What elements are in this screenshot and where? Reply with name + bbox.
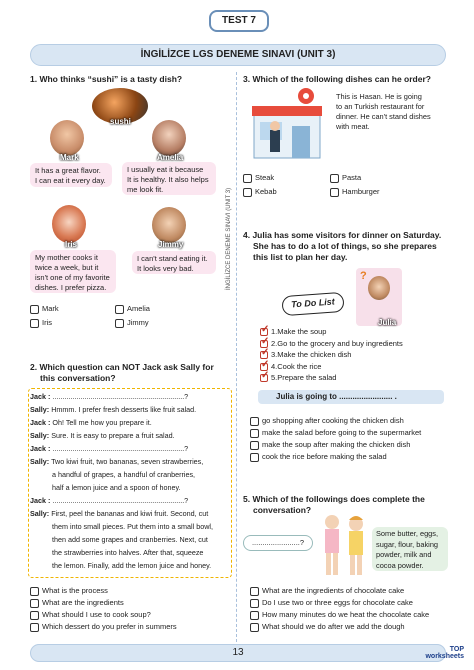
q2-question-line1: 2. Which question can NOT Jack ask Sally for xyxy=(30,362,214,372)
dialogue-text: a handful of grapes, a handful of cranberries, xyxy=(52,470,196,479)
dialogue-line xyxy=(30,468,230,481)
amelia-bubble: I usually eat it because It is healthy. It also helps me look fit. xyxy=(122,162,216,195)
q1-option-mark[interactable]: Mark xyxy=(30,304,59,314)
mark-bubble: It has a great flavor. I can eat it every day. xyxy=(30,163,112,187)
checkbox[interactable] xyxy=(250,417,259,426)
checkbox[interactable] xyxy=(30,611,39,620)
todo-item: ✓2.Go to the grocery and buy ingredients xyxy=(260,338,403,350)
dialogue-line xyxy=(30,416,230,429)
speaker-label: Sally: xyxy=(30,509,50,518)
q2-option-c[interactable]: What should I use to cook soup? xyxy=(30,610,151,620)
dialogue-text: ..................................................................? xyxy=(52,444,189,453)
checkbox[interactable] xyxy=(30,587,39,596)
dialogue-line xyxy=(30,507,230,520)
checkbox[interactable] xyxy=(250,611,259,620)
dialogue-line xyxy=(30,481,230,494)
iris-name: Iris xyxy=(65,240,78,249)
checkbox[interactable] xyxy=(115,319,124,328)
dialogue-line xyxy=(30,533,230,546)
jimmy-bubble: I can't stand eating it. It looks very bad. xyxy=(132,251,216,274)
q5-option-d[interactable]: What should we do after we add the dough xyxy=(250,622,405,632)
checkbox[interactable] xyxy=(250,587,259,596)
dialogue-text: the strawberries into halves. After that, squeeze xyxy=(52,548,204,557)
amelia-name: Amelia xyxy=(157,153,184,162)
checkbox[interactable] xyxy=(250,623,259,632)
q4-question-line2: She has to do a lot of things, so she prepares xyxy=(253,241,437,251)
julia-name: Julia xyxy=(378,318,397,327)
q2-question-line2: this conversation? xyxy=(40,373,116,383)
q1-option-iris[interactable]: Iris xyxy=(30,318,52,328)
dialogue-line xyxy=(30,429,230,442)
q3-option-steak[interactable]: Steak xyxy=(243,173,274,183)
page-title: İNGİLİZCE LGS DENEME SINAVI (UNIT 3) xyxy=(30,44,446,66)
q4-question-line3: this list to plan her day. xyxy=(253,252,348,262)
checkbox[interactable] xyxy=(115,305,124,314)
dialogue-text: ..................................................................? xyxy=(52,392,189,401)
dialogue xyxy=(30,390,230,572)
q2-option-d[interactable]: Which dessert do you prefer in summers xyxy=(30,622,177,632)
jimmy-avatar xyxy=(152,207,186,243)
speaker-label: Sally: xyxy=(30,457,50,466)
q5-option-a[interactable]: What are the ingredients of chocolate cake xyxy=(250,586,404,596)
q2-option-a[interactable]: What is the process xyxy=(30,586,108,596)
julia-image: ? xyxy=(356,268,402,326)
amelia-avatar xyxy=(152,120,186,156)
q4-question-line1: 4. Julia has some visitors for dinner on Saturday. xyxy=(243,230,442,240)
speaker-label: Jack : xyxy=(30,392,51,401)
dialogue-text: half a lemon juice and a spoon of honey. xyxy=(52,483,181,492)
q3-option-hamburger[interactable]: Hamburger xyxy=(330,187,380,197)
dialogue-text: them into small pieces. Put them into a small bowl, xyxy=(52,522,213,531)
dialogue-text: the lemon. Finally, add the lemon juice and honey. xyxy=(52,561,212,570)
checkbox[interactable] xyxy=(30,305,39,314)
q4-option-b[interactable]: make the salad before going to the supermarket xyxy=(250,428,421,438)
q5-option-b[interactable]: Do I use two or three eggs for chocolate cake xyxy=(250,598,413,608)
q5-question-line1: 5. Which of the followings does complete the xyxy=(243,494,425,504)
dialogue-text: ..................................................................? xyxy=(52,496,189,505)
sushi-label: sushi xyxy=(110,117,131,126)
todo-item: ✓4.Cook the rice xyxy=(260,361,403,373)
speaker-label: Jack : xyxy=(30,418,51,427)
todo-item: ✓1.Make the soup xyxy=(260,326,403,338)
dialogue-text: then add some grapes and cranberries. Next, cut xyxy=(52,535,208,544)
dialogue-line xyxy=(30,390,230,403)
q5-question-line2: conversation? xyxy=(253,505,312,515)
todo-item: ✓5.Prepare the salad xyxy=(260,372,403,384)
q3-question: 3. Which of the following dishes can he order? xyxy=(243,74,431,84)
checkbox[interactable] xyxy=(250,453,259,462)
checkbox[interactable] xyxy=(243,188,252,197)
dialogue-text: Oh! Tell me how you prepare it. xyxy=(52,418,152,427)
checkbox[interactable] xyxy=(30,319,39,328)
q3-info: This is Hasan. He is going to an Turkish restaurant for dinner. He can't stand dishes with meat. xyxy=(336,92,431,131)
mark-avatar xyxy=(50,120,84,156)
q3-option-kebab[interactable]: Kebab xyxy=(243,187,277,197)
checkmark-icon xyxy=(260,374,268,382)
checkbox[interactable] xyxy=(330,188,339,197)
girls-illustration xyxy=(314,512,374,582)
dialogue-line xyxy=(30,559,230,572)
checkbox[interactable] xyxy=(243,174,252,183)
dialogue-line xyxy=(30,520,230,533)
iris-avatar xyxy=(52,205,86,243)
speaker-label: Jack : xyxy=(30,496,51,505)
speaker-label: Jack : xyxy=(30,444,51,453)
jimmy-name: Jimmy xyxy=(158,240,184,249)
todo-list xyxy=(260,326,403,384)
dialogue-text: Sure. It is easy to prepare a fruit salad. xyxy=(51,431,175,440)
dialogue-line xyxy=(30,403,230,416)
q1-option-jimmy[interactable]: Jimmy xyxy=(115,318,149,328)
todo-item: ✓3.Make the chicken dish xyxy=(260,349,403,361)
restaurant-illustration xyxy=(248,86,328,164)
dialogue-line xyxy=(30,442,230,455)
iris-bubble: My mother cooks it twice a week, but it isn't one of my favorite dishes. I prefer pizza. xyxy=(30,250,116,293)
checkbox[interactable] xyxy=(250,429,259,438)
todo-title: To Do List xyxy=(281,292,344,316)
checkbox[interactable] xyxy=(30,623,39,632)
dialogue-line xyxy=(30,546,230,559)
q1-option-amelia[interactable]: Amelia xyxy=(115,304,150,314)
dialogue-line xyxy=(30,494,230,507)
q5-answer-bubble: Some butter, eggs, sugar, flour, baking powder, milk and cocoa powder. xyxy=(372,527,448,571)
checkbox[interactable] xyxy=(330,174,339,183)
brand-logo: TOP worksheets xyxy=(425,646,464,660)
dialogue-line xyxy=(30,455,230,468)
q4-blank: Julia is going to ........................ . xyxy=(258,390,444,404)
test-label: TEST 7 xyxy=(209,10,269,32)
q3-option-pasta[interactable]: Pasta xyxy=(330,173,361,183)
checkbox[interactable] xyxy=(250,441,259,450)
vertical-label: İNGİLİZCE DENEME SINAVI (UNIT 3) xyxy=(226,187,232,290)
q5-option-c[interactable]: How many minutes do we heat the chocolate cake xyxy=(250,610,429,620)
q2-option-b[interactable]: What are the ingredients xyxy=(30,598,124,608)
q5-blank-bubble: .......................? xyxy=(243,535,313,551)
q4-option-a[interactable]: go shopping after cooking the chicken dish xyxy=(250,416,404,426)
q4-option-d[interactable]: cook the rice before making the salad xyxy=(250,452,387,462)
checkbox[interactable] xyxy=(250,599,259,608)
dialogue-text: First, peel the bananas and kiwi fruit. Second, cut xyxy=(51,509,209,518)
speaker-label: Sally: xyxy=(30,405,50,414)
dialogue-text: Two kiwi fruit, two bananas, seven strawberries, xyxy=(51,457,204,466)
q4-option-c[interactable]: make the soup after making the chicken dish xyxy=(250,440,410,450)
checkbox[interactable] xyxy=(30,599,39,608)
q1-question: 1. Who thinks “sushi” is a tasty dish? xyxy=(30,74,183,84)
mark-name: Mark xyxy=(60,153,79,162)
page-number: 13 xyxy=(30,644,446,662)
column-divider xyxy=(236,72,237,642)
dialogue-text: Hmmm. I prefer fresh desserts like fruit salad. xyxy=(51,405,197,414)
speaker-label: Sally: xyxy=(30,431,50,440)
